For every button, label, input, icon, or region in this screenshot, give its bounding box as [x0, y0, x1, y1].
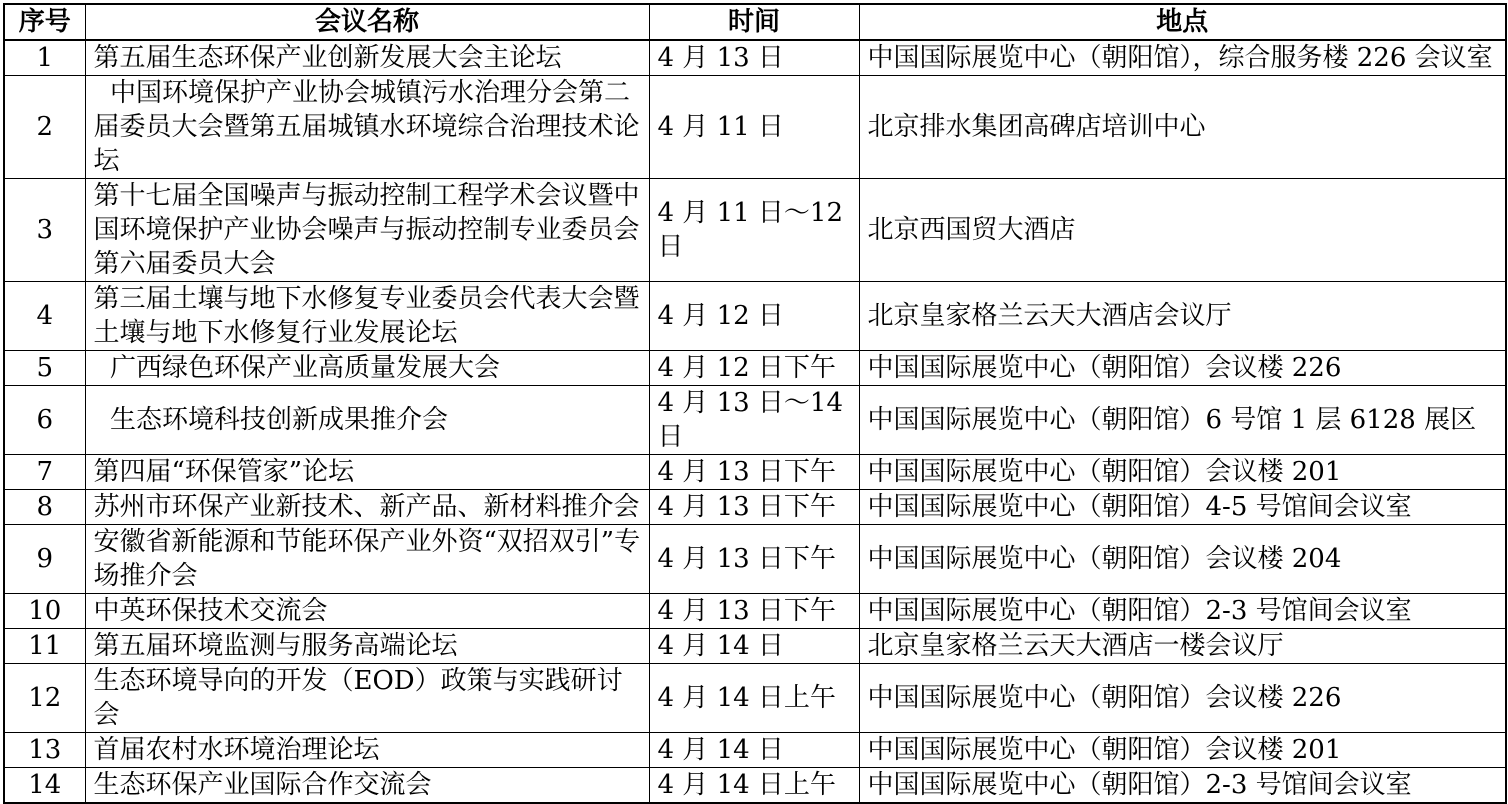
- conference-name: 第五届环境监测与服务高端论坛: [85, 629, 649, 664]
- table-row: [4, 40, 1506, 76]
- col-header-number: 序号: [4, 4, 85, 40]
- row-number: 8: [4, 490, 85, 525]
- row-number: 10: [4, 594, 85, 629]
- conference-location: 北京排水集团高碑店培训中心: [859, 76, 1506, 179]
- conference-time: 4 月 14 日: [649, 629, 859, 664]
- table-body: [4, 40, 1506, 803]
- row-number: 11: [4, 629, 85, 664]
- row-number: 7: [4, 455, 85, 490]
- row-number: 2: [4, 76, 85, 179]
- table-header: [4, 4, 1506, 40]
- conference-location: 北京西国贸大酒店: [859, 179, 1506, 282]
- table-row: [4, 525, 1506, 594]
- conference-time: 4 月 13 日下午: [649, 490, 859, 525]
- conference-location: 中国国际展览中心（朝阳馆）会议楼 201: [859, 733, 1506, 768]
- conference-time: 4 月 14 日上午: [649, 664, 859, 733]
- conference-name: 苏州市环保产业新技术、新产品、新材料推介会: [85, 490, 649, 525]
- row-number: 4: [4, 282, 85, 351]
- conference-location: 中国国际展览中心（朝阳馆）会议楼 204: [859, 525, 1506, 594]
- conference-location: 中国国际展览中心（朝阳馆），综合服务楼 226 会议室: [859, 40, 1506, 76]
- table-row: [4, 733, 1506, 768]
- conference-time: 4 月 13 日下午: [649, 455, 859, 490]
- conference-time: 4 月 13 日下午: [649, 594, 859, 629]
- row-number: 1: [4, 40, 85, 76]
- row-number: 5: [4, 351, 85, 386]
- conference-name: 第三届土壤与地下水修复专业委员会代表大会暨土壤与地下水修复行业发展论坛: [85, 282, 649, 351]
- conference-name: 第四届“环保管家”论坛: [85, 455, 649, 490]
- table-row: [4, 455, 1506, 490]
- table-row: [4, 664, 1506, 733]
- row-number: 12: [4, 664, 85, 733]
- col-header-name: 会议名称: [85, 4, 649, 40]
- conference-name: 中英环保技术交流会: [85, 594, 649, 629]
- table-row: [4, 594, 1506, 629]
- conference-name: 第十七届全国噪声与振动控制工程学术会议暨中国环境保护产业协会噪声与振动控制专业委员会第六届委员大会: [85, 179, 649, 282]
- conference-name: 生态环境导向的开发（EOD）政策与实践研讨会: [85, 664, 649, 733]
- conference-location: 中国国际展览中心（朝阳馆）4-5 号馆间会议室: [859, 490, 1506, 525]
- conference-time: 4 月 13 日: [649, 40, 859, 76]
- conference-name: 生态环境科技创新成果推介会: [85, 386, 649, 455]
- conference-time: 4 月 12 日下午: [649, 351, 859, 386]
- row-number: 13: [4, 733, 85, 768]
- conference-location: 中国国际展览中心（朝阳馆）会议楼 226: [859, 351, 1506, 386]
- conference-name: 中国环境保护产业协会城镇污水治理分会第二届委员大会暨第五届城镇水环境综合治理技术论坛: [85, 76, 649, 179]
- conference-time: 4 月 11 日～12 日: [649, 179, 859, 282]
- conference-location: 中国国际展览中心（朝阳馆）6 号馆 1 层 6128 展区: [859, 386, 1506, 455]
- conference-time: 4 月 14 日: [649, 733, 859, 768]
- conference-location: 北京皇家格兰云天大酒店一楼会议厅: [859, 629, 1506, 664]
- conference-name: 生态环保产业国际合作交流会: [85, 768, 649, 804]
- col-header-location: 地点: [859, 4, 1506, 40]
- table-row: [4, 490, 1506, 525]
- table-row: [4, 282, 1506, 351]
- conference-location: 中国国际展览中心（朝阳馆）会议楼 226: [859, 664, 1506, 733]
- col-header-time: 时间: [649, 4, 859, 40]
- conference-location: 中国国际展览中心（朝阳馆）2-3 号馆间会议室: [859, 768, 1506, 804]
- row-number: 14: [4, 768, 85, 804]
- conference-schedule-table: [3, 3, 1507, 804]
- row-number: 6: [4, 386, 85, 455]
- row-number: 9: [4, 525, 85, 594]
- table-row: [4, 76, 1506, 179]
- conference-name: 首届农村水环境治理论坛: [85, 733, 649, 768]
- conference-name: 第五届生态环保产业创新发展大会主论坛: [85, 40, 649, 76]
- conference-location: 北京皇家格兰云天大酒店会议厅: [859, 282, 1506, 351]
- table-row: [4, 629, 1506, 664]
- table-row: [4, 768, 1506, 804]
- row-number: 3: [4, 179, 85, 282]
- header-row: [4, 4, 1506, 40]
- conference-time: 4 月 14 日上午: [649, 768, 859, 804]
- conference-name: 安徽省新能源和节能环保产业外资“双招双引”专场推介会: [85, 525, 649, 594]
- table-row: [4, 386, 1506, 455]
- conference-location: 中国国际展览中心（朝阳馆）会议楼 201: [859, 455, 1506, 490]
- conference-time: 4 月 11 日: [649, 76, 859, 179]
- conference-time: 4 月 13 日下午: [649, 525, 859, 594]
- conference-location: 中国国际展览中心（朝阳馆）2-3 号馆间会议室: [859, 594, 1506, 629]
- table-row: [4, 179, 1506, 282]
- conference-time: 4 月 12 日: [649, 282, 859, 351]
- table-row: [4, 351, 1506, 386]
- conference-time: 4 月 13 日～14 日: [649, 386, 859, 455]
- conference-name: 广西绿色环保产业高质量发展大会: [85, 351, 649, 386]
